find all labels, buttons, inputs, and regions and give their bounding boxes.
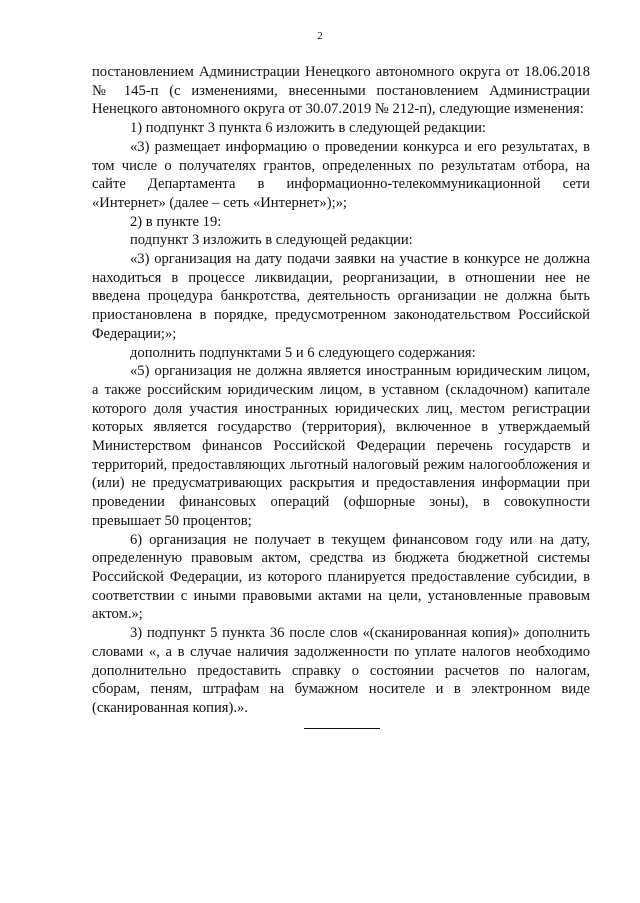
paragraph-item-2-sub3-text: «3) организация на дату подачи заявки на участие в конкурсе не должна находиться в процессе ликвидации, реорганизации, в отношении нее не введена процедура банкротства, деятельность организации не должна быть приостановлена в порядке, предусмотренном законодательством Российской Федерации;»; (92, 251, 590, 342)
paragraph-item-1-text: «3) размещает информацию о проведении конкурса и его результатах, в том числе о получателях грантов, определенных по результатам отбора, на сайте Департамента в информационно-телекоммуникационной сети «Интернет» (далее – сеть «Интернет»);»; (92, 138, 590, 211)
end-divider (304, 728, 380, 729)
paragraph-item-2-sub5-text: «5) организация не должна является иностранным юридическим лицом, а также российским юридическим лицом, в уставном (складочном) капитале которого доля участия иностранных юридических лиц, местом регистрации которых является государство (территория), включенное в утверждаемый Министерством финансов Российской Федерации перечень государств и территорий, предоставляющих льготный налоговый режим налогообложения и (или) не предусматривающих раскрытия и предоставления информации при проведении финансовых операций (офшорные зоны), в совокупности превышает 50 процентов; (92, 363, 590, 529)
paragraph-intro: постановлением Администрации Ненецкого автономного округа от 18.06.2018 № 145-п (с изменениями, внесенными постановлением Администрации Ненецкого автономного округа от 30.07.2019 № 212-п), следующие изменения: (92, 64, 590, 118)
page-number: 2 (317, 30, 323, 42)
paragraph-item-1: 1) подпункт 3 пункта 6 изложить в следующей редакции: (130, 120, 486, 137)
paragraph-item-3: 3) подпункт 5 пункта 36 после слов «(сканированная копия)» дополнить словами «, а в случае наличия задолженности по уплате налогов необходимо дополнительно предоставить справку о состоянии расчетов по налогам, сборам, пеням, штрафам на бумажном носителе и в электронном виде (сканированная копия).». (92, 625, 590, 716)
document-body (92, 63, 590, 718)
paragraph-item-2-sub6-text: 6) организация не получает в текущем финансовом году или на дату, определенную правовым актом, средства из бюджета бюджетной системы Российской Федерации, из которого планируется предоставление субсидии, в соответствии с иными правовыми актами на цели, установленные правовым актом.»; (92, 531, 590, 623)
paragraph-item-2-add: дополнить подпунктами 5 и 6 следующего содержания: (130, 344, 476, 361)
paragraph-item-2: 2) в пункте 19: (130, 213, 222, 230)
paragraph-item-2-sub3: подпункт 3 изложить в следующей редакции: (130, 232, 413, 249)
